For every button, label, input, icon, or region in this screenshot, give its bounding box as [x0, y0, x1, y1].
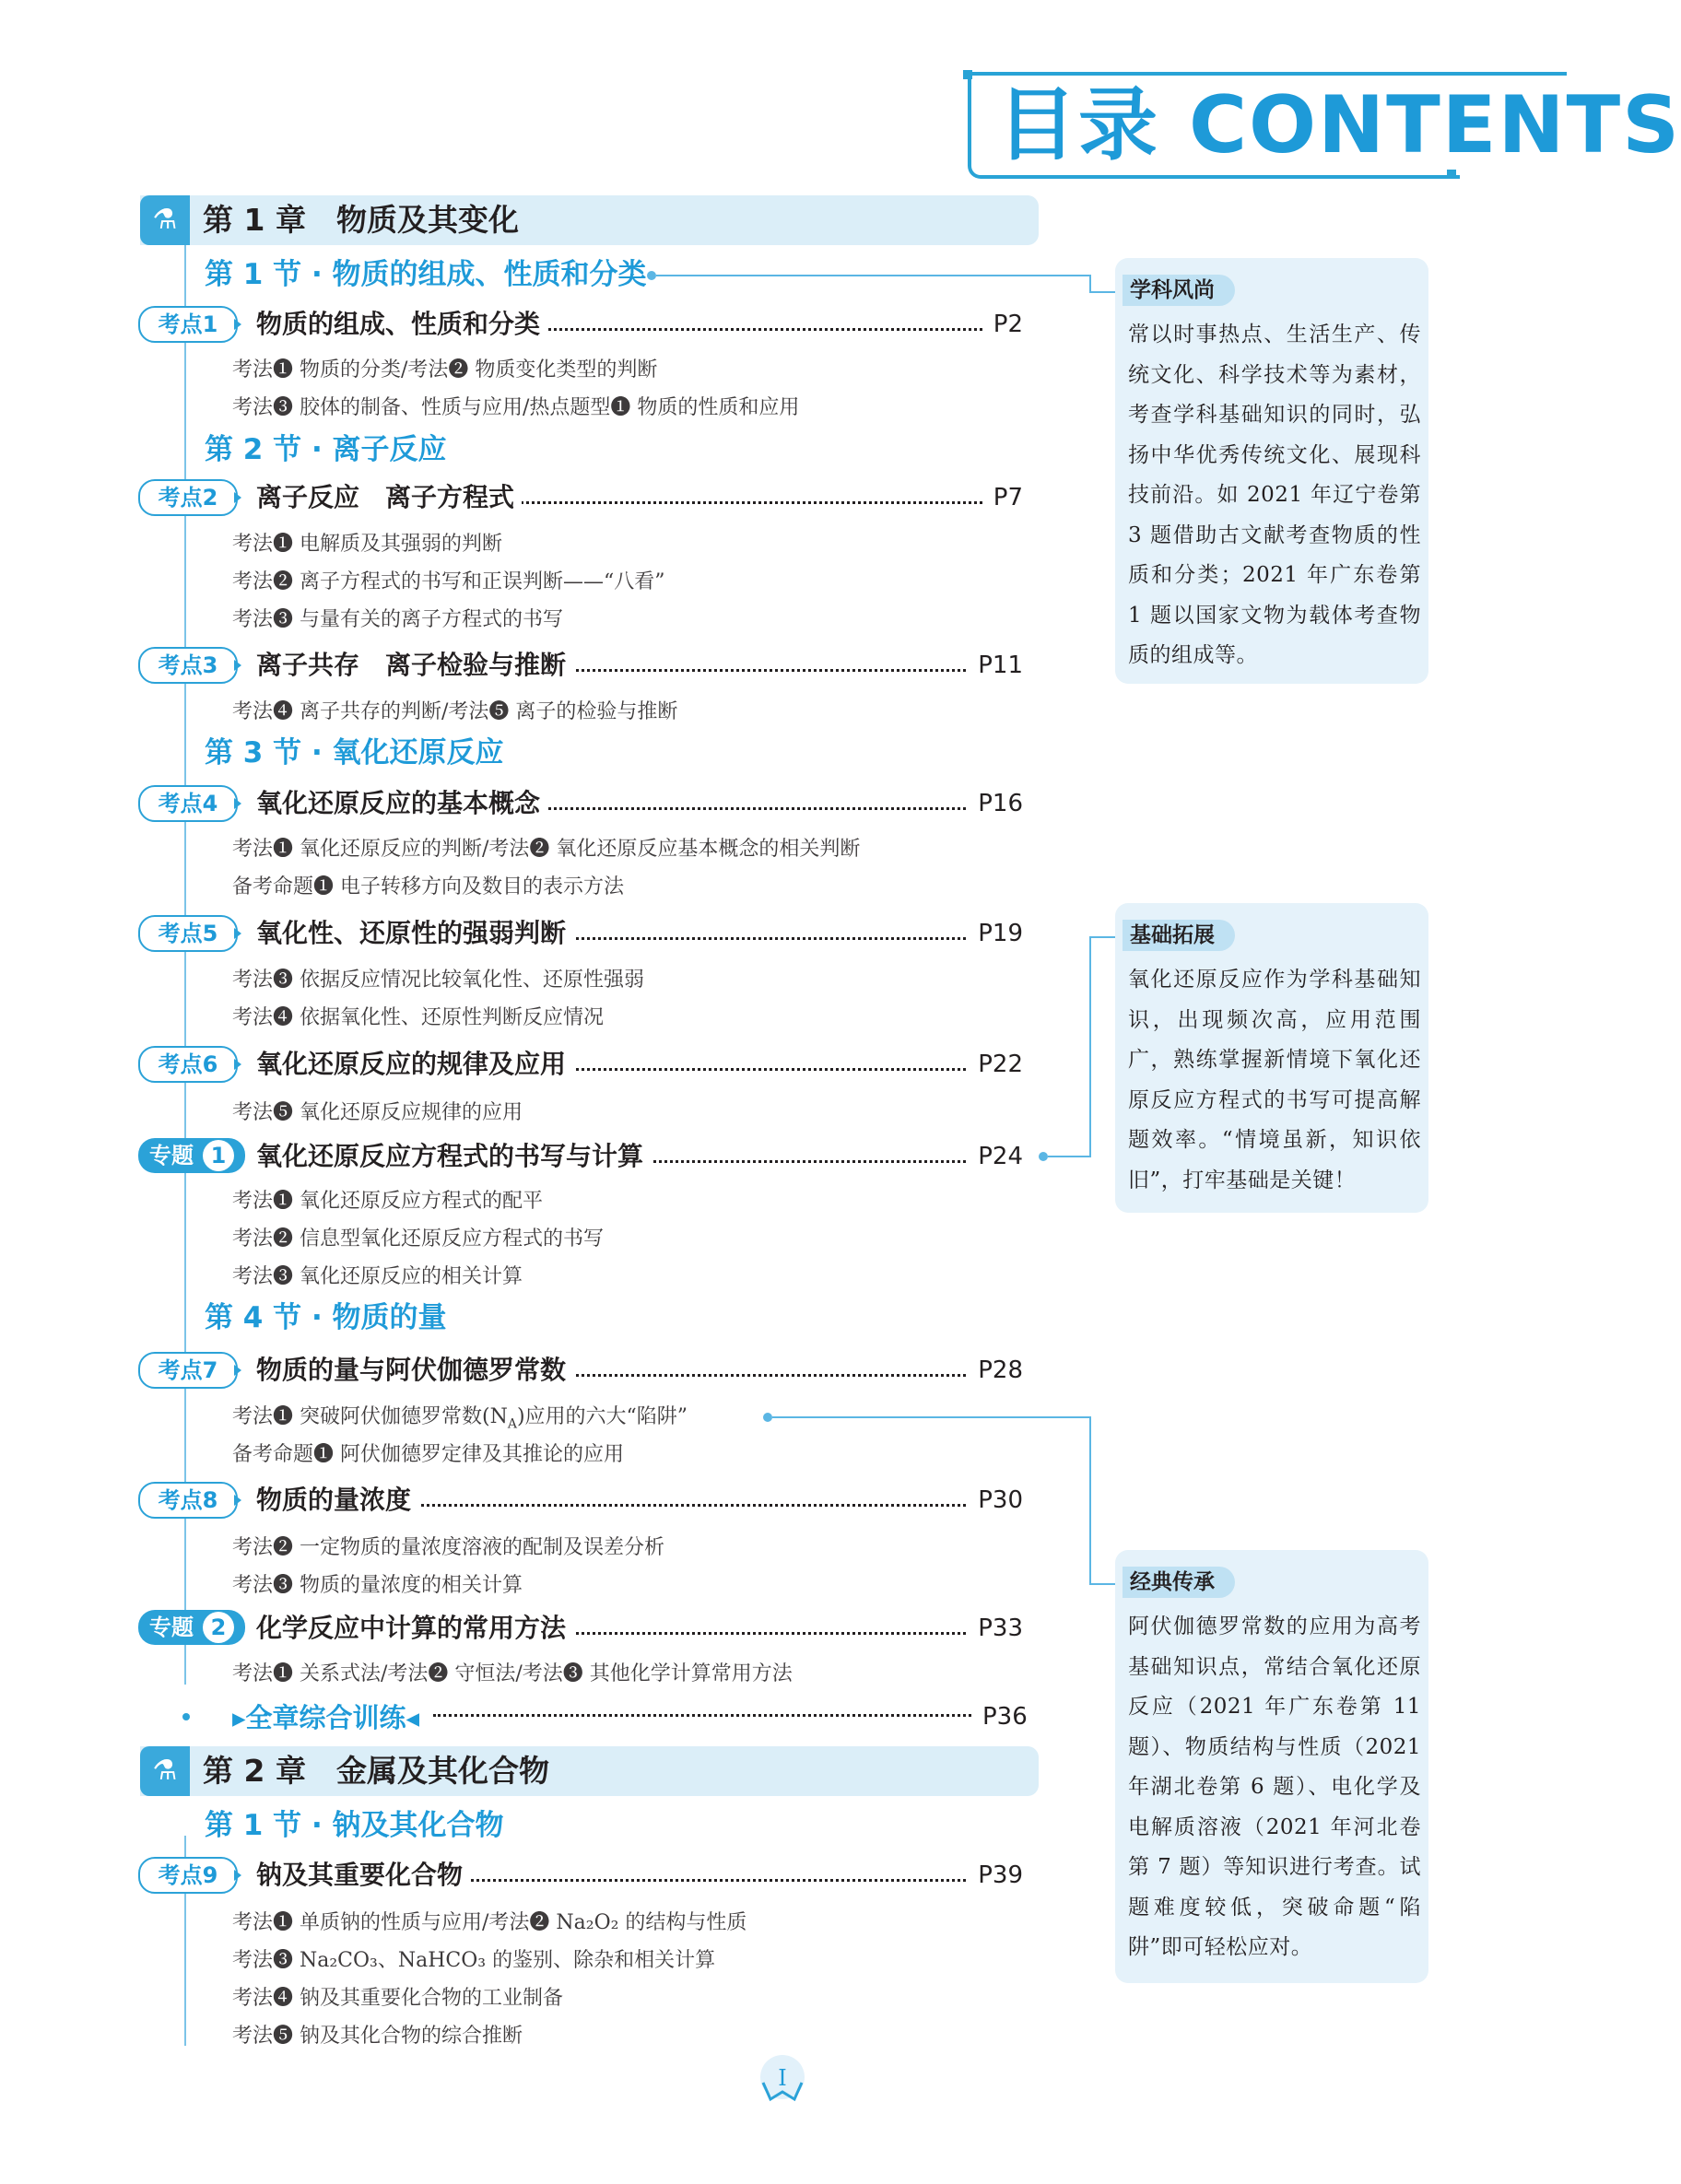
connector-line — [1089, 936, 1091, 1157]
toc-row[interactable] — [138, 915, 1023, 952]
method-line: 考法❶ 电解质及其强弱的判断 — [232, 533, 502, 556]
side-note-body: 常以时事热点、生活生产、传统文化、科学技术等为素材，考查学科基础知识的同时，弘扬中华优秀传统文化、展现科技前沿。如 2021 年辽宁卷第 3 题借助古文献考查物质的性质和分类；2021 年广东卷第 1 题以国家文物为载体考查物质的组成等。 — [1128, 323, 1421, 667]
topic-badge: 考点2 — [138, 479, 238, 516]
topic-title: 钠及其重要化合物 — [256, 1857, 470, 1894]
arrow-icon — [234, 1059, 241, 1070]
topic-badge: 考点9 — [138, 1857, 238, 1894]
page-number: P33 — [969, 1610, 1023, 1647]
arrow-icon — [234, 798, 241, 809]
page-number: P24 — [969, 1138, 1023, 1175]
method-line: 考法❶ 单质钠的性质与应用/考法❷ Na₂O₂ 的结构与性质 — [232, 1911, 747, 1934]
special-topic-number: 2 — [203, 1612, 234, 1643]
page-number: P11 — [969, 647, 1023, 684]
method-text: 考法❶ 突破阿伏伽德罗常数(N — [232, 1405, 508, 1428]
chapter-title: 第 2 章 金属及其化合物 — [203, 1753, 549, 1789]
method-line: 考法❶ 关系式法/考法❷ 守恒法/考法❸ 其他化学计算常用方法 — [232, 1662, 793, 1685]
topic-title: 离子反应 离子方程式 — [256, 479, 522, 516]
connector-dot — [1039, 1152, 1048, 1161]
timeline-line — [184, 241, 186, 1685]
method-line: 考法❸ 与量有关的离子方程式的书写 — [232, 608, 563, 631]
topic-title: 物质的量浓度 — [256, 1482, 418, 1519]
section-heading[interactable]: 第 1 节 · 物质的组成、性质和分类 — [205, 258, 647, 291]
page-number: P28 — [969, 1352, 1023, 1389]
side-note-tag: 学科风尚 — [1123, 275, 1235, 306]
arrow-icon — [234, 319, 241, 330]
title-corner-square — [963, 70, 972, 79]
method-line: 考法❸ 依据反应情况比较氧化性、还原性强弱 — [232, 969, 644, 992]
section-heading[interactable]: 第 3 节 · 氧化还原反应 — [205, 736, 504, 769]
chapter-title: 第 1 章 物质及其变化 — [203, 202, 519, 238]
arrow-icon — [234, 1365, 241, 1376]
method-line: 考法❶ 氧化还原反应方程式的配平 — [232, 1190, 543, 1213]
method-line: 考法❶ 氧化还原反应的判断/考法❷ 氧化还原反应基本概念的相关判断 — [232, 838, 861, 861]
method-line: 考法❸ 氧化还原反应的相关计算 — [232, 1265, 523, 1288]
toc-row[interactable] — [138, 1857, 1023, 1894]
summary-title[interactable]: ▸全章综合训练◂ — [232, 1699, 427, 1736]
page-number: P7 — [984, 479, 1023, 516]
method-line: 考法❷ 信息型氧化还原反应方程式的书写 — [232, 1227, 604, 1251]
topic-title: 离子共存 离子检验与推断 — [256, 647, 573, 684]
special-topic-label: 专题 — [149, 1615, 194, 1640]
arrow-icon — [234, 1495, 241, 1506]
page-number-label: I — [778, 2065, 787, 2091]
method-line: 考法❺ 氧化还原反应规律的应用 — [232, 1101, 523, 1124]
topic-badge: 考点8 — [138, 1482, 238, 1519]
special-topic-badge — [138, 1138, 245, 1173]
leader-dots — [433, 1714, 982, 1717]
method-line: 考法❸ Na₂CO₃、NaHCO₃ 的鉴别、除杂和相关计算 — [232, 1949, 716, 1972]
toc-row[interactable] — [138, 306, 1023, 343]
toc-row[interactable] — [138, 785, 1023, 822]
arrow-icon — [234, 660, 241, 671]
method-line: 考法❹ 离子共存的判断/考法❺ 离子的检验与推断 — [232, 700, 678, 723]
page-number: P2 — [984, 306, 1023, 343]
method-line: 考法❷ 一定物质的量浓度溶液的配制及误差分析 — [232, 1536, 664, 1559]
method-line: 考法❸ 物质的量浓度的相关计算 — [232, 1574, 523, 1597]
connector-line — [656, 275, 1091, 276]
toc-row[interactable] — [138, 479, 1023, 516]
section-heading[interactable]: 第 2 节 · 离子反应 — [205, 433, 447, 466]
topic-badge: 考点6 — [138, 1046, 238, 1083]
chapter-bar[interactable] — [140, 1746, 1039, 1796]
method-line: 考法❹ 依据氧化性、还原性判断反应情况 — [232, 1006, 604, 1029]
topic-badge: 考点4 — [138, 785, 238, 822]
toc-row[interactable] — [138, 647, 1023, 684]
bullet-dot — [182, 1713, 190, 1720]
method-line: 考法❹ 钠及其重要化合物的工业制备 — [232, 1987, 563, 2010]
topic-badge: 考点5 — [138, 915, 238, 952]
page-number: P16 — [969, 785, 1023, 822]
toc-row[interactable] — [138, 1046, 1023, 1083]
side-note-box — [1115, 258, 1428, 684]
flask-icon: ⚗ — [140, 195, 190, 245]
topic-badge: 考点7 — [138, 1352, 238, 1389]
connector-dot — [647, 271, 656, 280]
arrow-icon — [234, 492, 241, 503]
method-line: 备考命题❶ 阿伏伽德罗定律及其推论的应用 — [232, 1443, 624, 1466]
topic-title: 物质的量与阿伏伽德罗常数 — [256, 1352, 573, 1389]
method-line — [232, 1403, 688, 1438]
special-topic-label: 专题 — [149, 1143, 194, 1168]
page-title: 目录 CONTENTS — [997, 79, 1681, 171]
page-number: P30 — [969, 1482, 1023, 1519]
arrow-icon — [234, 928, 241, 939]
toc-row[interactable] — [138, 1610, 1023, 1647]
topic-title: 氧化还原反应的规律及应用 — [256, 1046, 573, 1083]
page-number: P39 — [969, 1857, 1023, 1894]
side-note-box — [1115, 903, 1428, 1213]
topic-title: 氧化性、还原性的强弱判断 — [256, 915, 573, 952]
flask-icon: ⚗ — [140, 1746, 190, 1796]
method-line: 考法❶ 物质的分类/考法❷ 物质变化类型的判断 — [232, 358, 658, 382]
topic-title: 氧化还原反应的基本概念 — [256, 785, 547, 822]
toc-row[interactable] — [138, 1482, 1023, 1519]
side-note-tag: 基础拓展 — [1123, 920, 1235, 951]
subscript: A — [507, 1416, 517, 1432]
connector-line — [1048, 1156, 1091, 1157]
side-note-body: 阿伏伽德罗常数的应用为高考基础知识点，常结合氧化还原反应（2021 年广东卷第 11 题）、物质结构与性质（2021 年湖北卷第 6 题）、电化学及电解质溶液（2021 年河北卷第 7 题）等知识进行考查。试题难度较低，突破命题“陷阱”即可轻松应对。 — [1128, 1615, 1421, 1959]
side-note-tag: 经典传承 — [1123, 1567, 1235, 1598]
toc-row[interactable] — [138, 1352, 1023, 1389]
connector-line — [1089, 275, 1091, 293]
side-note-body: 氧化还原反应作为学科基础知识，出现频次高，应用范围广，熟练掌握新情境下氧化还原反应方程式的书写可提高解题效率。“情境虽新，知识依旧”，打牢基础是关键！ — [1128, 968, 1421, 1192]
toc-row[interactable] — [138, 1138, 1023, 1175]
method-text: )应用的六大“陷阱” — [516, 1405, 688, 1428]
method-line: 考法❺ 钠及其化合物的综合推断 — [232, 2025, 523, 2048]
special-topic-number: 1 — [203, 1140, 234, 1171]
topic-badge: 考点3 — [138, 647, 238, 684]
connector-line — [1089, 1416, 1091, 1585]
connector-line — [772, 1416, 1091, 1418]
page-number: P36 — [973, 1698, 1028, 1735]
page-number-emblem — [754, 2051, 811, 2108]
method-line: 考法❷ 离子方程式的书写和正误判断——“八看” — [232, 570, 665, 593]
topic-title: 物质的组成、性质和分类 — [256, 306, 547, 343]
topic-title: 化学反应中计算的常用方法 — [256, 1610, 573, 1647]
chapter-bar[interactable] — [140, 195, 1039, 245]
method-line: 考法❸ 胶体的制备、性质与应用/热点题型❶ 物质的性质和应用 — [232, 396, 800, 419]
page-number: P19 — [969, 915, 1023, 952]
page-number: P22 — [969, 1046, 1023, 1083]
method-line: 备考命题❶ 电子转移方向及数目的表示方法 — [232, 875, 624, 898]
special-topic-badge — [138, 1610, 245, 1645]
topic-title: 氧化还原反应方程式的书写与计算 — [256, 1138, 651, 1175]
section-heading[interactable]: 第 4 节 · 物质的量 — [205, 1301, 447, 1334]
arrow-icon — [234, 1870, 241, 1881]
topic-badge: 考点1 — [138, 306, 238, 343]
section-heading[interactable]: 第 1 节 · 钠及其化合物 — [205, 1809, 504, 1842]
side-note-box — [1115, 1550, 1428, 1983]
connector-dot — [763, 1413, 772, 1422]
